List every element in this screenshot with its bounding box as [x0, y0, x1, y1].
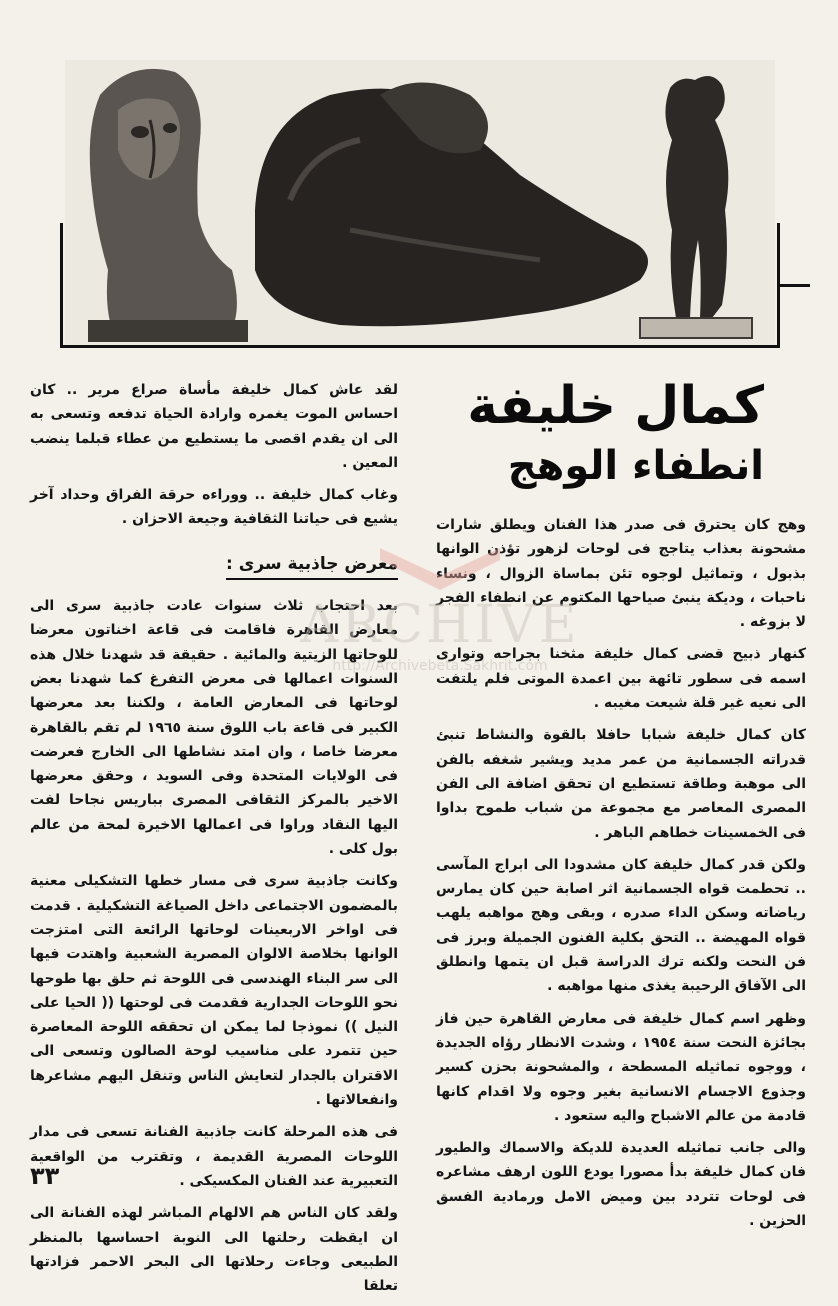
watermark-text: ARCHIVE: [300, 595, 580, 655]
paragraph: وظهر اسم كمال خليفة فى معارض القاهرة حين فاز بجائزة النحت سنة ١٩٥٤ ، وشدت الانظار رؤاه الجديدة ، ووجوه تماثيله المسطحة ، والمشحونة بحزن كسير وجذوع الاجسام الانسانية بغير وجوه ولا اقدام كانها قادمة من عالم الاشباح واليه ستعود .: [436, 1010, 806, 1124]
paragraph: بعد احتجاب ثلاث سنوات عادت جاذبية سرى الى معارض القاهرة فاقامت فى قاعة اخناتون معرضا للوحاتها الزيتية والمائية . حقيقة قد شهدنا خلال هذه السنوات اعمالها فى معرض التفرغ كما شهدنا بعض لوحاتها فى المعارض العامة ، ولكننا بعد معرضها الكبير فى قاعة باب اللوق سنة ١٩٦٥ لم تقم بالقاهرة معرضا خاصا ، وان امتد نشاطها الى الخارج فعرضت فى الولايات المتحدة وفى السويد ، وحقق معرضها الاخير بالمركز الثقافى المصرى بباريس نجاحا لفت اليها النقاد وراوا فى اعمالها الاخيرة لمحة من عالم بول كلى .: [30, 598, 398, 858]
paragraph: ولكن قدر كمال خليفة كان مشدودا الى ابراج المآسى .. تحطمت قواه الجسمانية اثر اصابة حين كان يمارس رياضاته وسكن الداء صدره ، وبقى وهج مواهبه يلهب قواه المهيضة .. التحق بكلية الفنون الجميلة وبرز فى فن النحت ولكنه ترك الدراسة قبل ان يتمها وانطلق الى الآفاق الرحيبة يغذى منها مواهبه .: [436, 856, 806, 995]
left-column: [30, 378, 398, 1306]
article-title: [464, 372, 764, 492]
watermark-url: http://Archivebeta.Sakhrit.com: [332, 658, 548, 674]
paragraph: لقد عاش كمال خليفة مأساة صراع مرير .. كان احساس الموت يغمره وارادة الحياة تدفعه وتسعى به الى ان يقدم اقصى ما يستطيع من عطاء قبلما ينضب المعين .: [30, 382, 398, 471]
paragraph: وكانت جاذبية سرى فى مسار خطها التشكيلى معنية بالمضمون الاجتماعى داخل الصياغة التشكيلية . قدمت فى اواخر الاربعينات لوحاتها الرائعة التى امتزجت الوانها بخلاصة الالوان المصرية الشعبية واهتدت فيها الى سر البناء الهندسى فى اللوحة ثم حلق بها طوحها نحو اللوحات الجدارية فقدمت فى لوحتها (( الحيا على النيل )) نموذجا لما يمكن ان تحققه اللوحة المعاصرة حين تتمرد على مناسيب لوحة الصالون وتسعى الى الاقتران بالجدار لتعايش الناس وتنقل اليهم مشاعرها وانفعالاتها .: [30, 873, 398, 1109]
paragraph: وهج كان يحترق فى صدر هذا الفنان ويطلق شارات مشحونة بعذاب يتاجج فى لوحات لزهور تؤذن الوانها بذبول ، وتماثيل لوجوه تئن بماساة الزوال ، ونساء ناحبات ، وديكة ينبئ صياحها المكتوم عن انطفاء الفجر لا بزوغه .: [436, 517, 806, 631]
paragraph: وغاب كمال خليفة .. ووراءه حرقة الفراق وحداد آخر يشيع فى حياتنا الثقافية وجيعة الاحزان .: [30, 487, 398, 528]
paragraph: والى جانب تماثيله العديدة للديكة والاسماك والطيور فان كمال خليفة بدأ مصورا يودع اللون ارهف مشاعره فى لوحات تتردد بين وميض الامل ورمادية الفسق الحزين .: [436, 1140, 806, 1230]
paragraph: كان كمال خليفة شبابا حافلا بالقوة والنشاط تنبئ قدراته الجسمانية من عمر مديد ويشير شغفه بالفن الى موهبة وطاقة تستطيع ان تحقق اضافة الى الفن المصرى المعاصر مع مجموعة من شباب طموح بداوا فى الخمسينات خطاهم الباهر .: [436, 727, 806, 841]
title-line-2: انطفاء الوهج: [507, 443, 764, 489]
right-column: [436, 513, 806, 1241]
paragraph: ولقد كان الناس هم الالهام المباشر لهذه الفنانة الى ان ايقظت رحلتها الى النوبة احساسها بالمنظر الطبيعى وجاءت رحلاتها الى البحر الاحمر فزادتها تعلقا: [30, 1205, 398, 1295]
paragraph: فى هذه المرحلة كانت جاذبية الفنانة تسعى فى مدار اللوحات المصرية القديمة ، وتقترب من الواقعية التعبيرية عند الفنان المكسيكى .: [30, 1124, 398, 1189]
page-number: ٣٣: [30, 1162, 60, 1190]
frame-marker: [780, 284, 810, 287]
paragraph: كنهار ذبيح قضى كمال خليفة مثخنا بجراحه وتوارى اسمه فى سطور تائهة بين اعمدة الموتى فلم يلتفت الى نعيه غير قلة شيعت مغيبه .: [436, 646, 806, 712]
subheading: معرض جاذبية سرى :: [226, 552, 398, 580]
photo-frame: [60, 223, 780, 348]
title-line-1: كمال خليفة: [467, 376, 764, 436]
